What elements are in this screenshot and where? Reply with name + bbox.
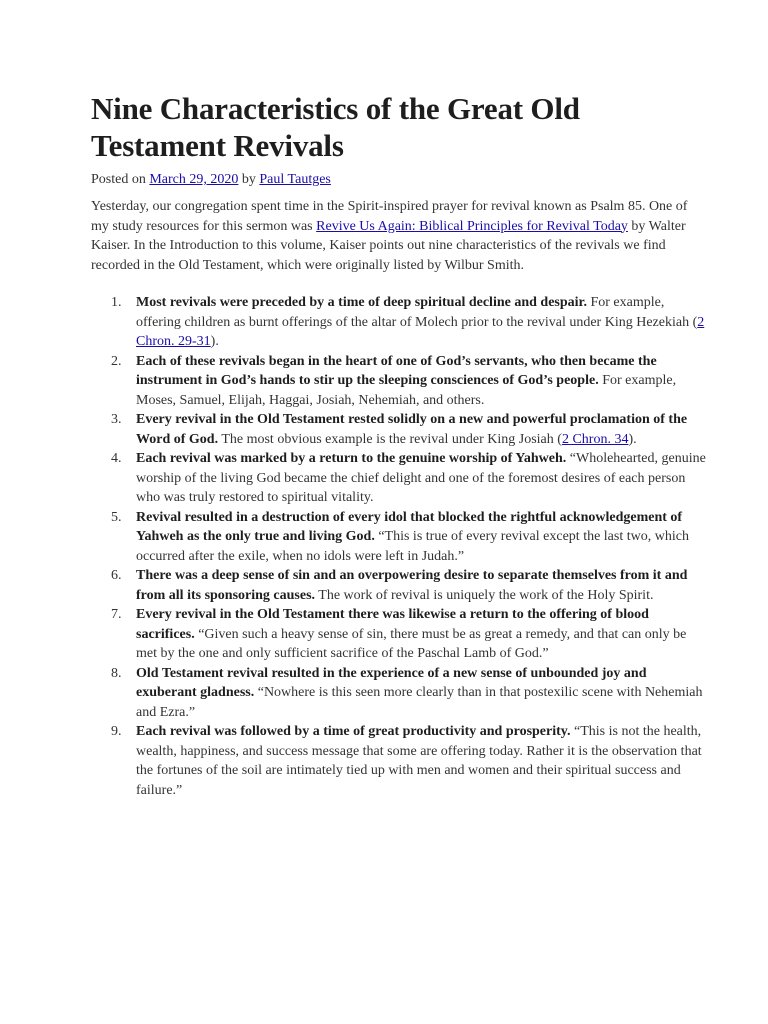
point-heading: Each revival was marked by a return to the genuine worship of Yahweh. xyxy=(136,451,567,466)
list-number: 3. xyxy=(111,412,122,427)
point-text-after: ). xyxy=(628,431,637,447)
article-title: Nine Characteristics of the Great Old Testament Revivals xyxy=(91,91,580,163)
characteristics-list xyxy=(91,293,708,800)
list-number: 6. xyxy=(111,568,122,583)
scripture-link[interactable]: 2 Chron. 29-31 xyxy=(136,314,705,349)
point-text: “Given such a heavy sense of sin, there must be as great a remedy, and that can only be met by the one and only sufficient sacrifice of the Paschal Lamb of God.” xyxy=(136,626,687,661)
point-text: The work of revival is uniquely the work of the Holy Spirit. xyxy=(315,587,654,603)
point-heading: Each revival was followed by a time of great productivity and prosperity. xyxy=(136,724,571,739)
list-item xyxy=(91,449,708,508)
list-number: 7. xyxy=(111,607,122,622)
author-link[interactable]: Paul Tautges xyxy=(259,172,331,187)
list-item xyxy=(91,605,708,664)
list-number: 5. xyxy=(111,509,122,525)
point-heading: Every revival in the Old Testament there was likewise a return to the offering of blood sacrifices. xyxy=(136,607,649,642)
list-item xyxy=(91,352,708,411)
point-text-after: ). xyxy=(210,334,219,349)
point-text: The most obvious example is the revival under King Josiah ( xyxy=(218,431,562,447)
list-number: 8. xyxy=(111,665,122,681)
by-label: by xyxy=(241,172,256,187)
posted-on-label: Posted on xyxy=(91,172,146,187)
list-number: 9. xyxy=(111,724,122,739)
list-item xyxy=(91,722,708,800)
intro-paragraph xyxy=(91,197,708,275)
intro-text-1: Yesterday, our congregation spent time in the Spirit-inspired prayer for revival known as Psalm 85. One of my study resources for this sermon was xyxy=(91,199,688,234)
point-heading: There was a deep sense of sin and an overpowering desire to separate themselves from it and from all its sponsoring causes. xyxy=(136,568,688,603)
book-link[interactable]: Revive Us Again: Biblical Principles for Revival Today xyxy=(316,218,628,234)
point-heading: Each of these revivals began in the heart of one of God’s servants, who then became the instrument in God’s hands to stir up the sleeping consciences of God’s people. xyxy=(136,353,657,388)
point-heading: Old Testament revival resulted in the experience of a new sense of unbounded joy and exuberant gladness. xyxy=(136,665,647,700)
point-heading: Most revivals were preceded by a time of deep spiritual decline and despair. xyxy=(136,295,587,310)
post-date-link[interactable]: March 29, 2020 xyxy=(149,172,239,187)
point-text: “This is true of every revival except the last two, which occurred after the exile, when no idols were left in Judah.” xyxy=(136,529,689,564)
point-text: “This is not the health, wealth, happiness, and success message that some are offering today. Rather it is the observation that the fortunes of the soil are intimately tied up with men and women and their spiritual success and failure.” xyxy=(136,724,702,798)
list-item xyxy=(91,293,708,352)
post-meta xyxy=(91,170,708,189)
list-number: 2. xyxy=(111,353,122,369)
point-heading: Every revival in the Old Testament rested solidly on a new and powerful proclamation of the Word of God. xyxy=(136,412,688,447)
intro-text-2: by Walter Kaiser. In the Introduction to this volume, Kaiser points out nine characteristics of the revivals we find recorded in the Old Testament, which were originally listed by Wilbur Smith. xyxy=(91,218,686,273)
list-item xyxy=(91,566,708,605)
list-item xyxy=(91,508,708,567)
point-text: For example, offering children as burnt offerings of the altar of Molech prior to the revival under King Hezekiah ( xyxy=(136,295,698,330)
point-text: “Nowhere is this seen more clearly than in that postexilic scene with Nehemiah and Ezra.” xyxy=(136,685,703,720)
point-heading: Revival resulted in a destruction of every idol that blocked the rightful acknowledgement of Yahweh as the only true and living God. xyxy=(136,509,683,544)
point-text: “Wholehearted, genuine worship of the living God became the chief delight and one of the foremost desires of each person who was truly restored to spiritual vitality. xyxy=(136,451,706,505)
list-item xyxy=(91,410,708,449)
point-text: For example, Moses, Samuel, Elijah, Haggai, Josiah, Nehemiah, and others. xyxy=(136,373,677,408)
scripture-link[interactable]: 2 Chron. 34 xyxy=(561,431,629,447)
list-number: 1. xyxy=(111,295,122,310)
list-item xyxy=(91,664,708,723)
list-number: 4. xyxy=(111,451,122,466)
